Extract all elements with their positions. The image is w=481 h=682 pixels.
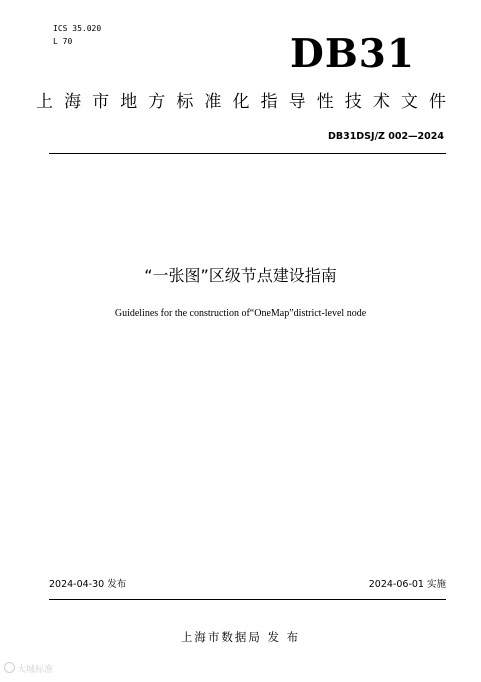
implementation-date: 2024-06-01 实施 (368, 579, 446, 590)
ics-code: ICS 35.020 (53, 24, 102, 33)
watermark-text: 大城标准 (17, 665, 54, 675)
issue-date: 2024-04-30 发布 (49, 579, 127, 590)
standard-number: DB31DSJ/Z 002—2024 (327, 131, 444, 142)
watermark (4, 662, 53, 675)
title-chinese: “一张图”区级节点建设指南 (144, 266, 337, 285)
watermark-icon (4, 662, 15, 673)
bottom-divider (49, 599, 446, 600)
standard-logo: DB31 (290, 31, 416, 77)
top-divider (49, 153, 446, 154)
document-category: 上海市地方标准化指导性技术文件 (36, 92, 446, 112)
ccs-code: L 70 (53, 37, 73, 46)
title-english: Guidelines for the construction of“OneMap”district-level node (114, 308, 367, 319)
issuing-authority: 上海市数据局 发 布 (180, 630, 301, 644)
